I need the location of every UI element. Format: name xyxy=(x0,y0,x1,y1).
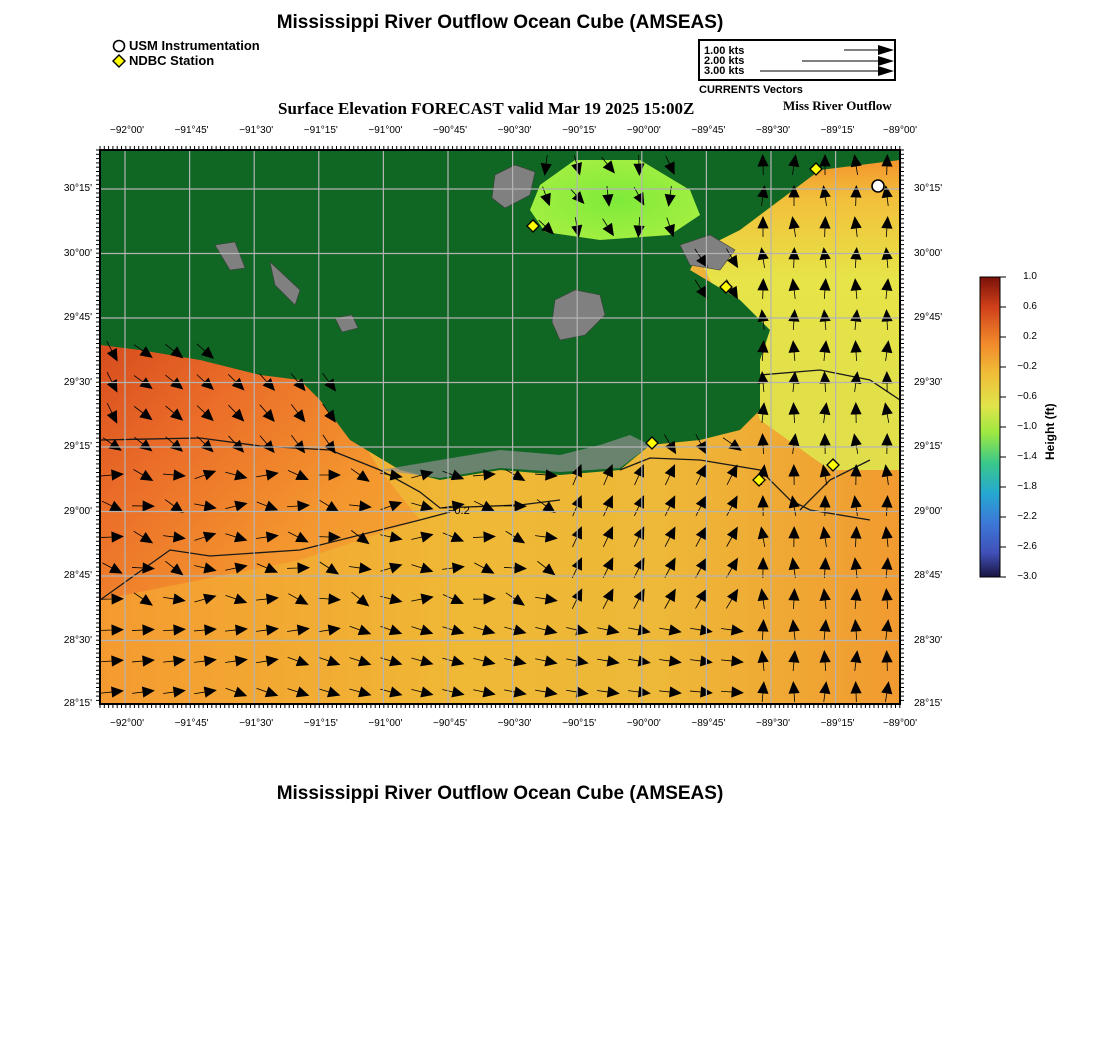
lon-tick-label: −89°45' xyxy=(691,718,726,729)
lon-tick-label: −89°30' xyxy=(756,125,790,136)
colorbar-tick-label: −3.0 xyxy=(1017,571,1037,582)
lat-tick-label: 28°30' xyxy=(63,634,92,646)
lat-tick-label: 30°15' xyxy=(914,183,943,194)
vector-key-row-2: 2.00 kts xyxy=(704,55,745,67)
lat-tick-label: 29°45' xyxy=(914,312,943,323)
colorbar-tick-label: 1.0 xyxy=(1023,271,1037,282)
colorbar-tick-label: −1.0 xyxy=(1017,421,1037,432)
vector-key-row-3: 3.00 kts xyxy=(704,65,745,77)
lon-tick-label: −89°15' xyxy=(820,718,855,729)
lat-tick-label: 28°45' xyxy=(914,570,943,581)
lon-tick-label: −90°45' xyxy=(433,125,467,136)
colorbar-label: Height (ft) xyxy=(1043,403,1057,460)
vector-key-row-1: 1.00 kts xyxy=(704,45,745,57)
lon-tick-label: −89°00' xyxy=(883,125,917,136)
lon-tick-label: −90°45' xyxy=(433,718,467,729)
lon-tick-label: −90°00' xyxy=(626,125,661,136)
lon-tick-label: −89°15' xyxy=(820,125,855,136)
lat-tick-label: 29°15' xyxy=(914,441,943,452)
lon-tick-label: −91°15' xyxy=(303,125,338,136)
second-figure-title: Mississippi River Outflow Ocean Cube (AMSEAS) xyxy=(276,783,724,804)
lon-tick-label: −91°15' xyxy=(303,718,338,729)
map-subtitle: Surface Elevation FORECAST valid Mar 19 2025 15:00Z xyxy=(278,99,695,118)
lon-tick-label: −90°30' xyxy=(497,718,532,729)
map-content xyxy=(100,150,900,704)
lat-tick-label: 29°00' xyxy=(914,505,943,517)
lon-tick-label: −91°30' xyxy=(239,718,274,729)
colorbar-tick-label: −2.2 xyxy=(1017,511,1037,522)
lat-tick-label: 29°45' xyxy=(63,312,92,323)
legend-usm-label: USM Instrumentation xyxy=(129,38,260,53)
contour-label: −0.2 xyxy=(448,505,470,517)
lon-tick-label: −90°30' xyxy=(497,125,532,136)
legend-ndbc-label: NDBC Station xyxy=(129,53,215,68)
figure-title: Mississippi River Outflow Ocean Cube (AMSEAS) xyxy=(276,12,724,33)
lon-tick-label: −91°45' xyxy=(174,718,209,729)
lat-tick-label: 29°15' xyxy=(63,441,92,452)
lat-tick-label: 28°30' xyxy=(914,634,943,646)
lon-tick-label: −90°15' xyxy=(562,125,597,136)
lat-tick-label: 28°15' xyxy=(63,698,92,709)
lat-tick-label: 28°45' xyxy=(63,570,92,581)
lon-tick-label: −91°00' xyxy=(368,718,403,729)
lon-tick-label: −89°45' xyxy=(691,125,726,136)
colorbar-tick-label: −0.6 xyxy=(1017,391,1037,402)
colorbar-tick-label: −0.2 xyxy=(1017,361,1037,372)
colorbar-tick-marks xyxy=(1000,277,1006,577)
lat-tick-label: 30°00' xyxy=(914,247,943,259)
colorbar-tick-label: −2.6 xyxy=(1017,541,1037,552)
lon-tick-label: −91°00' xyxy=(368,125,403,136)
colorbar-tick-label: −1.4 xyxy=(1017,451,1037,462)
lon-tick-label: −90°00' xyxy=(626,718,661,729)
colorbar-tick-label: 0.6 xyxy=(1023,301,1037,312)
usm-station-marker[interactable] xyxy=(872,180,884,192)
colorbar-ramp xyxy=(980,277,1000,577)
lat-tick-label: 28°15' xyxy=(914,698,943,709)
lon-tick-label: −90°15' xyxy=(562,718,597,729)
colorbar-tick-label: 0.2 xyxy=(1023,331,1037,342)
lon-tick-label: −92°00' xyxy=(110,718,144,729)
vector-key-label: CURRENTS Vectors xyxy=(699,84,803,96)
lat-tick-label: 29°00' xyxy=(63,505,92,517)
lat-tick-label: 30°00' xyxy=(63,247,92,259)
region-label: Miss River Outflow xyxy=(783,98,892,113)
lon-tick-label: −89°00' xyxy=(883,718,917,729)
colorbar-tick-label: −1.8 xyxy=(1017,481,1037,492)
lon-tick-label: −91°45' xyxy=(174,125,209,136)
lon-tick-label: −91°30' xyxy=(239,125,274,136)
lat-tick-label: 29°30' xyxy=(63,376,92,388)
lon-tick-label: −92°00' xyxy=(110,125,144,136)
lat-tick-label: 29°30' xyxy=(914,376,943,388)
lon-tick-label: −89°30' xyxy=(756,718,790,729)
lat-tick-label: 30°15' xyxy=(63,183,92,194)
